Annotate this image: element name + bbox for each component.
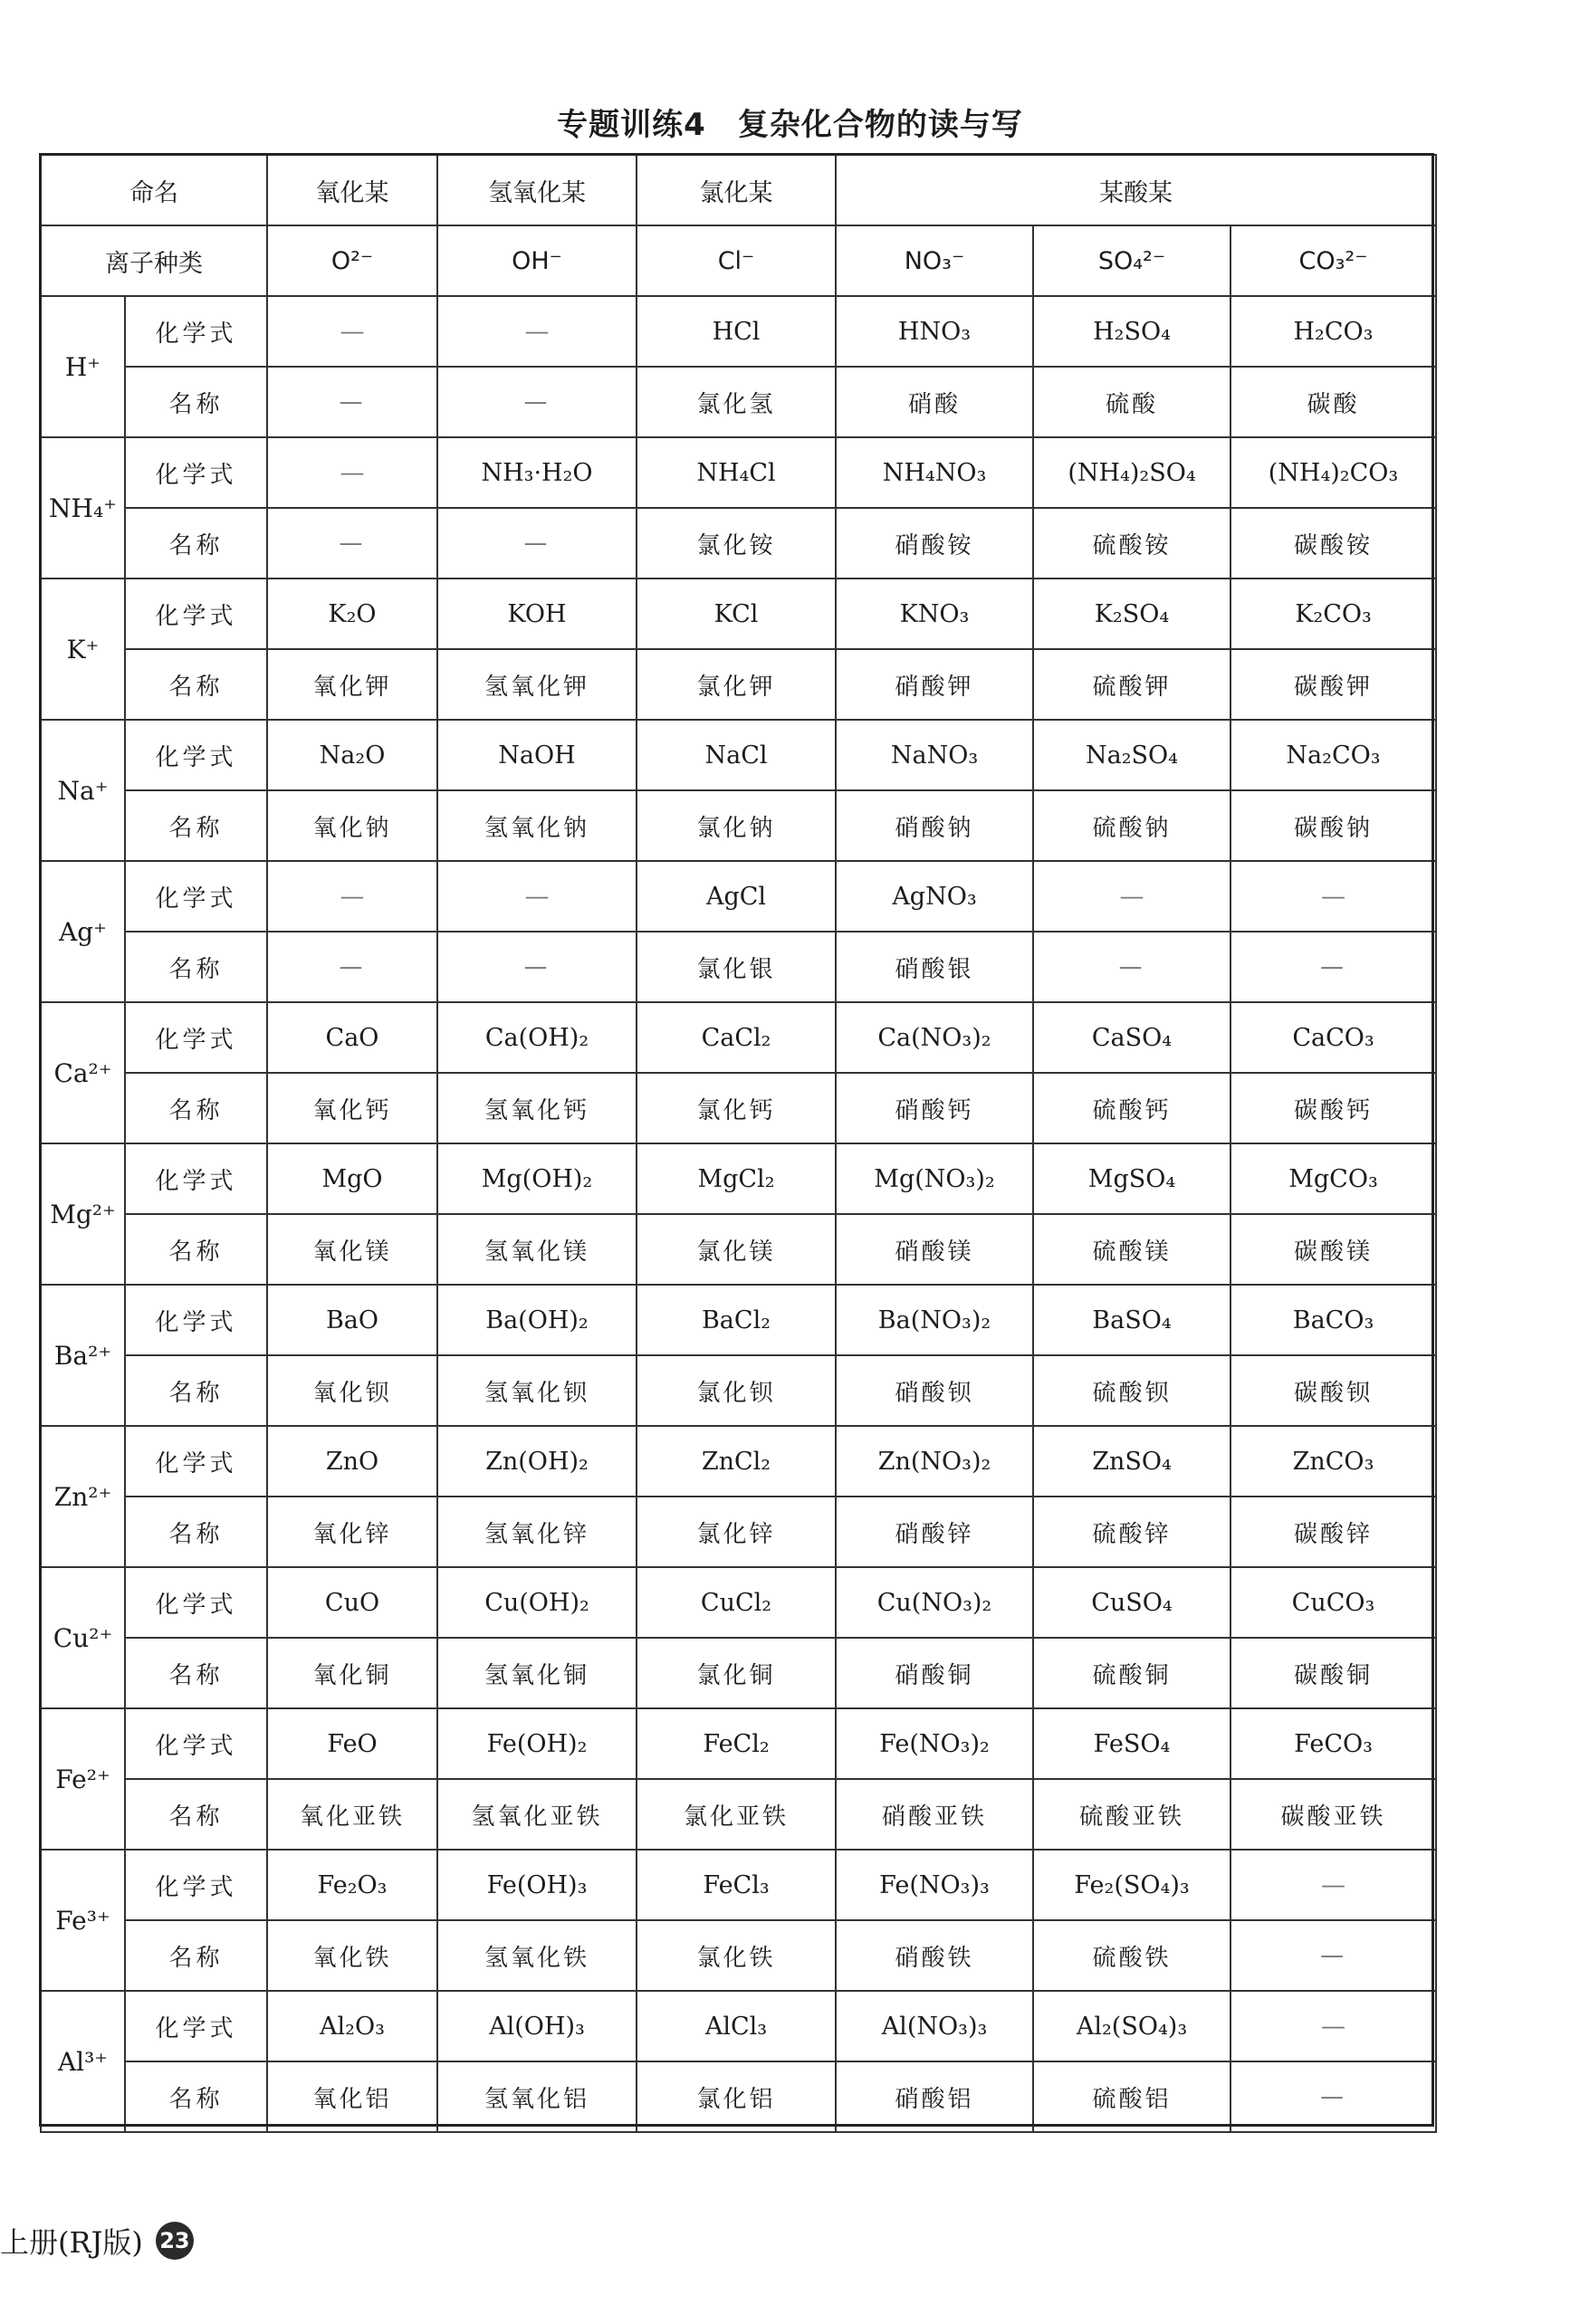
formula-cell: Al₂O₃ [267, 1991, 437, 2061]
page-footer [0, 2220, 194, 2262]
name-cell: 硫酸铝 [1033, 2061, 1230, 2132]
page-title: 专题训练4 复杂化合物的读与写 [557, 107, 1023, 143]
name-cell: 氯化铵 [637, 508, 836, 579]
formula-cell: CuSO₄ [1033, 1567, 1230, 1638]
name-label: 名称 [125, 1355, 267, 1426]
name-cell: 氯化钾 [637, 649, 836, 720]
name-cell: — [267, 932, 437, 1002]
name-cell: 碳酸钾 [1230, 649, 1436, 720]
name-cell: 氧化铝 [267, 2061, 437, 2132]
formula-cell: Fe(OH)₃ [437, 1850, 637, 1920]
formula-cell: Fe(OH)₂ [437, 1708, 637, 1779]
formula-cell: H₂SO₄ [1033, 296, 1230, 367]
name-label: 名称 [125, 932, 267, 1002]
formula-row [41, 720, 1436, 790]
name-cell: 氯化钠 [637, 790, 836, 861]
name-cell: 硝酸钡 [836, 1355, 1033, 1426]
formula-cell: KOH [437, 579, 637, 649]
formula-row [41, 861, 1436, 932]
name-cell: 碳酸亚铁 [1230, 1779, 1436, 1850]
name-cell: 硫酸钾 [1033, 649, 1230, 720]
formula-label: 化学式 [125, 437, 267, 508]
formula-cell: H₂CO₃ [1230, 296, 1436, 367]
formula-cell: AgNO₃ [836, 861, 1033, 932]
formula-label: 化学式 [125, 1002, 267, 1073]
cation-label: Ba²⁺ [41, 1285, 125, 1426]
name-cell: — [1230, 1920, 1436, 1991]
formula-cell: — [1033, 861, 1230, 932]
formula-cell: FeCl₂ [637, 1708, 836, 1779]
formula-cell: K₂O [267, 579, 437, 649]
category-chloride: 氯化某 [637, 155, 836, 225]
name-cell: 硝酸铜 [836, 1638, 1033, 1708]
formula-cell: NH₃·H₂O [437, 437, 637, 508]
name-cell: 氧化钠 [267, 790, 437, 861]
name-row [41, 649, 1436, 720]
name-row [41, 1779, 1436, 1850]
formula-cell: NaNO₃ [836, 720, 1033, 790]
name-cell: 氯化钡 [637, 1355, 836, 1426]
formula-cell: BaO [267, 1285, 437, 1355]
formula-cell: Ba(NO₃)₂ [836, 1285, 1033, 1355]
formula-cell: NH₄NO₃ [836, 437, 1033, 508]
name-cell: 氯化锌 [637, 1497, 836, 1567]
page-number-badge: 23 [156, 2222, 194, 2260]
anion-oxide: O²⁻ [267, 225, 437, 296]
name-cell: 硝酸钾 [836, 649, 1033, 720]
formula-row [41, 1850, 1436, 1920]
formula-cell: K₂SO₄ [1033, 579, 1230, 649]
name-cell: 硝酸 [836, 367, 1033, 437]
name-cell: 氢氧化锌 [437, 1497, 637, 1567]
formula-label: 化学式 [125, 1285, 267, 1355]
formula-label: 化学式 [125, 1426, 267, 1497]
name-cell: 氯化铜 [637, 1638, 836, 1708]
formula-cell: NH₄Cl [637, 437, 836, 508]
formula-row [41, 579, 1436, 649]
formula-cell: ZnCO₃ [1230, 1426, 1436, 1497]
name-cell: 氧化钡 [267, 1355, 437, 1426]
name-cell: 氢氧化钙 [437, 1073, 637, 1143]
name-cell: 碳酸铵 [1230, 508, 1436, 579]
name-row [41, 2061, 1436, 2132]
formula-cell: HNO₃ [836, 296, 1033, 367]
name-row [41, 932, 1436, 1002]
naming-header-row [41, 155, 1436, 225]
cation-label: Zn²⁺ [41, 1426, 125, 1567]
name-row [41, 1355, 1436, 1426]
name-cell: 硫酸铵 [1033, 508, 1230, 579]
anion-header-row [41, 225, 1436, 296]
name-cell: 氯化镁 [637, 1214, 836, 1285]
name-cell: 氢氧化钡 [437, 1355, 637, 1426]
name-cell: 硫酸钠 [1033, 790, 1230, 861]
name-label: 名称 [125, 367, 267, 437]
formula-cell: — [437, 861, 637, 932]
formula-cell: Mg(OH)₂ [437, 1143, 637, 1214]
name-cell: 碳酸钙 [1230, 1073, 1436, 1143]
name-cell: 硝酸亚铁 [836, 1779, 1033, 1850]
name-cell: 氯化银 [637, 932, 836, 1002]
footer-text: 上册(RJ版) [0, 2225, 143, 2260]
formula-label: 化学式 [125, 1991, 267, 2061]
name-row [41, 1073, 1436, 1143]
name-cell: 硝酸钙 [836, 1073, 1033, 1143]
naming-label: 命名 [41, 155, 267, 225]
formula-cell: FeCl₃ [637, 1850, 836, 1920]
anion-nitrate: NO₃⁻ [836, 225, 1033, 296]
name-cell: 氧化镁 [267, 1214, 437, 1285]
formula-cell: FeO [267, 1708, 437, 1779]
category-hydroxide: 氢氧化某 [437, 155, 637, 225]
name-cell: 氢氧化镁 [437, 1214, 637, 1285]
formula-row [41, 1002, 1436, 1073]
name-cell: 硝酸铁 [836, 1920, 1033, 1991]
name-cell: 氧化钾 [267, 649, 437, 720]
formula-cell: BaSO₄ [1033, 1285, 1230, 1355]
name-cell: 硫酸 [1033, 367, 1230, 437]
name-cell: 氯化铁 [637, 1920, 836, 1991]
name-cell: 氢氧化铁 [437, 1920, 637, 1991]
name-cell: 碳酸镁 [1230, 1214, 1436, 1285]
name-cell: — [267, 508, 437, 579]
formula-cell: MgO [267, 1143, 437, 1214]
formula-cell: FeCO₃ [1230, 1708, 1436, 1779]
name-label: 名称 [125, 1920, 267, 1991]
compound-table [40, 154, 1437, 2133]
name-cell: 氧化铜 [267, 1638, 437, 1708]
name-label: 名称 [125, 1497, 267, 1567]
name-cell: 氧化钙 [267, 1073, 437, 1143]
name-cell: 硫酸钡 [1033, 1355, 1230, 1426]
name-cell: 硫酸铜 [1033, 1638, 1230, 1708]
formula-cell: Fe₂O₃ [267, 1850, 437, 1920]
name-cell: 硝酸铵 [836, 508, 1033, 579]
formula-cell: ZnO [267, 1426, 437, 1497]
formula-cell: Al₂(SO₄)₃ [1033, 1991, 1230, 2061]
name-cell: 碳酸锌 [1230, 1497, 1436, 1567]
cation-label: NH₄⁺ [41, 437, 125, 579]
formula-cell: KNO₃ [836, 579, 1033, 649]
cation-label: Ca²⁺ [41, 1002, 125, 1143]
formula-cell: FeSO₄ [1033, 1708, 1230, 1779]
name-row [41, 790, 1436, 861]
cation-label: Ag⁺ [41, 861, 125, 1002]
name-cell: 硫酸钙 [1033, 1073, 1230, 1143]
formula-cell: Na₂CO₃ [1230, 720, 1436, 790]
formula-cell: Ba(OH)₂ [437, 1285, 637, 1355]
cation-label: Cu²⁺ [41, 1567, 125, 1708]
formula-cell: ZnCl₂ [637, 1426, 836, 1497]
formula-row [41, 1285, 1436, 1355]
formula-cell: — [1230, 1991, 1436, 2061]
name-cell: 氧化铁 [267, 1920, 437, 1991]
formula-cell: Mg(NO₃)₂ [836, 1143, 1033, 1214]
formula-cell: KCl [637, 579, 836, 649]
name-cell: 硫酸铁 [1033, 1920, 1230, 1991]
formula-cell: Zn(NO₃)₂ [836, 1426, 1033, 1497]
name-cell: 硫酸亚铁 [1033, 1779, 1230, 1850]
name-row [41, 1638, 1436, 1708]
name-cell: 碳酸钠 [1230, 790, 1436, 861]
formula-cell: NaCl [637, 720, 836, 790]
formula-row [41, 1991, 1436, 2061]
formula-row [41, 1143, 1436, 1214]
formula-cell: — [437, 296, 637, 367]
formula-cell: MgSO₄ [1033, 1143, 1230, 1214]
anion-carbonate: CO₃²⁻ [1230, 225, 1436, 296]
name-cell: 硝酸钠 [836, 790, 1033, 861]
formula-cell: — [1230, 861, 1436, 932]
name-cell: 氢氧化钠 [437, 790, 637, 861]
formula-row [41, 1426, 1436, 1497]
ion-type-label: 离子种类 [41, 225, 267, 296]
formula-cell: AlCl₃ [637, 1991, 836, 2061]
name-label: 名称 [125, 1214, 267, 1285]
category-salt: 某酸某 [836, 155, 1436, 225]
formula-cell: ZnSO₄ [1033, 1426, 1230, 1497]
name-cell: 碳酸 [1230, 367, 1436, 437]
cation-label: Fe³⁺ [41, 1850, 125, 1991]
name-label: 名称 [125, 2061, 267, 2132]
name-cell: 硝酸银 [836, 932, 1033, 1002]
name-row [41, 508, 1436, 579]
formula-cell: HCl [637, 296, 836, 367]
formula-cell: BaCl₂ [637, 1285, 836, 1355]
formula-cell: BaCO₃ [1230, 1285, 1436, 1355]
name-label: 名称 [125, 1073, 267, 1143]
formula-cell: AgCl [637, 861, 836, 932]
formula-cell: — [267, 296, 437, 367]
anion-sulfate: SO₄²⁻ [1033, 225, 1230, 296]
formula-cell: K₂CO₃ [1230, 579, 1436, 649]
formula-cell: — [267, 861, 437, 932]
cation-label: Mg²⁺ [41, 1143, 125, 1285]
name-cell: — [267, 367, 437, 437]
cation-label: Na⁺ [41, 720, 125, 861]
name-label: 名称 [125, 508, 267, 579]
formula-cell: CuCO₃ [1230, 1567, 1436, 1638]
formula-label: 化学式 [125, 296, 267, 367]
formula-row [41, 437, 1436, 508]
formula-row [41, 1708, 1436, 1779]
formula-cell: Fe(NO₃)₂ [836, 1708, 1033, 1779]
anion-chloride: Cl⁻ [637, 225, 836, 296]
formula-label: 化学式 [125, 1143, 267, 1214]
formula-label: 化学式 [125, 579, 267, 649]
formula-cell: Na₂O [267, 720, 437, 790]
name-row [41, 1920, 1436, 1991]
name-cell: 硝酸锌 [836, 1497, 1033, 1567]
name-cell: 氧化亚铁 [267, 1779, 437, 1850]
formula-label: 化学式 [125, 1567, 267, 1638]
cation-label: Fe²⁺ [41, 1708, 125, 1850]
name-cell: 氯化钙 [637, 1073, 836, 1143]
name-cell: 氯化铝 [637, 2061, 836, 2132]
name-label: 名称 [125, 649, 267, 720]
formula-cell: CaO [267, 1002, 437, 1073]
name-cell: 硝酸镁 [836, 1214, 1033, 1285]
formula-cell: (NH₄)₂CO₃ [1230, 437, 1436, 508]
name-cell: 氯化氢 [637, 367, 836, 437]
name-cell: 氢氧化铝 [437, 2061, 637, 2132]
formula-cell: CuCl₂ [637, 1567, 836, 1638]
formula-cell: CaCl₂ [637, 1002, 836, 1073]
formula-cell: Ca(OH)₂ [437, 1002, 637, 1073]
name-cell: — [437, 367, 637, 437]
formula-cell: CaCO₃ [1230, 1002, 1436, 1073]
anion-hydroxide: OH⁻ [437, 225, 637, 296]
cation-label: Al³⁺ [41, 1991, 125, 2132]
formula-cell: Al(NO₃)₃ [836, 1991, 1033, 2061]
name-cell: 氢氧化亚铁 [437, 1779, 637, 1850]
name-cell: 氧化锌 [267, 1497, 437, 1567]
name-cell: 氯化亚铁 [637, 1779, 836, 1850]
formula-cell: Fe₂(SO₄)₃ [1033, 1850, 1230, 1920]
name-cell: 氢氧化钾 [437, 649, 637, 720]
formula-cell: CaSO₄ [1033, 1002, 1230, 1073]
name-cell: 硝酸铝 [836, 2061, 1033, 2132]
name-cell: 硫酸镁 [1033, 1214, 1230, 1285]
formula-cell: Al(OH)₃ [437, 1991, 637, 2061]
formula-cell: MgCl₂ [637, 1143, 836, 1214]
formula-cell: Fe(NO₃)₃ [836, 1850, 1033, 1920]
formula-cell: — [1230, 1850, 1436, 1920]
name-cell: 硫酸锌 [1033, 1497, 1230, 1567]
formula-cell: CuO [267, 1567, 437, 1638]
formula-cell: Zn(OH)₂ [437, 1426, 637, 1497]
formula-row [41, 1567, 1436, 1638]
formula-cell: Na₂SO₄ [1033, 720, 1230, 790]
name-cell: 碳酸铜 [1230, 1638, 1436, 1708]
formula-cell: (NH₄)₂SO₄ [1033, 437, 1230, 508]
name-cell: — [1033, 932, 1230, 1002]
name-row [41, 1497, 1436, 1567]
name-cell: 氢氧化铜 [437, 1638, 637, 1708]
formula-label: 化学式 [125, 1708, 267, 1779]
formula-label: 化学式 [125, 861, 267, 932]
formula-label: 化学式 [125, 1850, 267, 1920]
name-cell: — [1230, 2061, 1436, 2132]
name-cell: — [437, 932, 637, 1002]
name-label: 名称 [125, 1779, 267, 1850]
name-row [41, 367, 1436, 437]
name-cell: — [1230, 932, 1436, 1002]
cation-label: K⁺ [41, 579, 125, 720]
formula-cell: Ca(NO₃)₂ [836, 1002, 1033, 1073]
formula-row [41, 296, 1436, 367]
cation-label: H⁺ [41, 296, 125, 437]
formula-cell: Cu(OH)₂ [437, 1567, 637, 1638]
category-oxide: 氧化某 [267, 155, 437, 225]
name-label: 名称 [125, 790, 267, 861]
name-row [41, 1214, 1436, 1285]
formula-cell: — [267, 437, 437, 508]
name-cell: — [437, 508, 637, 579]
formula-cell: NaOH [437, 720, 637, 790]
formula-cell: MgCO₃ [1230, 1143, 1436, 1214]
name-cell: 碳酸钡 [1230, 1355, 1436, 1426]
name-label: 名称 [125, 1638, 267, 1708]
formula-cell: Cu(NO₃)₂ [836, 1567, 1033, 1638]
formula-label: 化学式 [125, 720, 267, 790]
